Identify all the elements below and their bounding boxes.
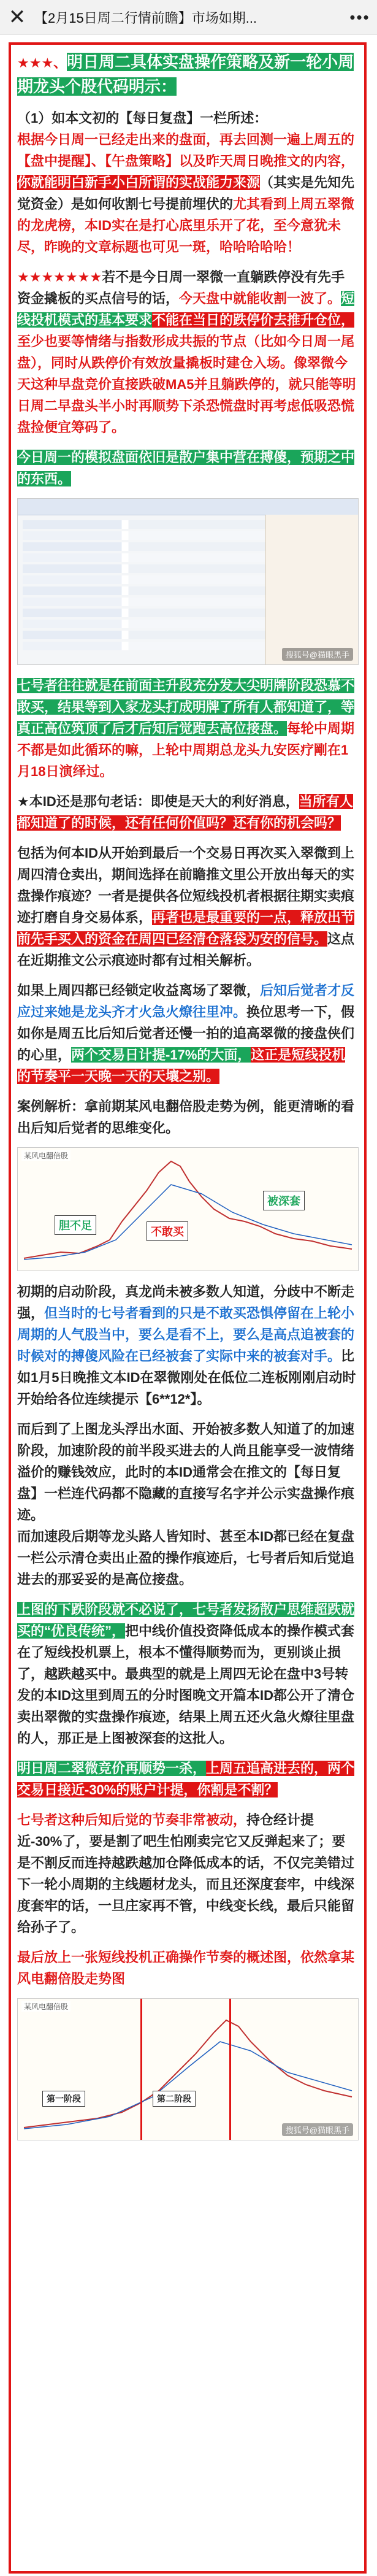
phase-divider-1 bbox=[140, 1999, 142, 2140]
p7-c: 换位思考一下，假如你是周五比后知后觉者还慢一拍的追高翠微的接盘侠们的心里， bbox=[17, 1004, 355, 1063]
more-dots-icon[interactable]: ••• bbox=[349, 7, 370, 26]
p7-b: 后知后觉者才反应过来她是龙头齐才火急火燎往里冲。 bbox=[17, 983, 355, 1020]
p12-a: 明日周二翠微竞价再顺势一杀， bbox=[17, 1761, 207, 1776]
trading-software-screenshot bbox=[17, 498, 359, 665]
ma-line bbox=[24, 2042, 352, 2129]
p2-a: ★★★★★★★ bbox=[17, 269, 102, 285]
paragraph-4 bbox=[17, 675, 357, 782]
page-title: 【2月15日周二行情前瞻】市场如期... bbox=[34, 10, 257, 26]
p11-a: 上图的下跌阶段就不必说了，七号者发扬散户思维超跌就买的“优良传统”， bbox=[17, 1602, 355, 1639]
p11-b: 把中线价值投资降低成本的操作模式套在了短线投机票上，根本不懂得顺势而为，更别谈止损了，越跌越买中。最典型的就是上周四无论在盘中3号转发的本ID这里到周五的分时图晚文开篇本ID都公开了清仓卖出翠微的实盘操作痕迹，结果上周五还火急火燎往里盘的人，那正是上图被深套的这批人。 bbox=[17, 1623, 355, 1746]
paragraph-13 bbox=[17, 1809, 357, 1938]
article-body bbox=[0, 35, 377, 2576]
image-watermark: 搜狐号@猫眼黑手 bbox=[282, 648, 353, 661]
chart-label-left: 胆不足 bbox=[55, 1215, 96, 1235]
p7-e: 这正是短线投机的节奏平一天晚一天的天壤之别。 bbox=[17, 1047, 346, 1084]
p5-a: ★本ID还是那句老话：即使是天大的利好消息， bbox=[17, 794, 299, 809]
p6-a: 包括为何本ID从开始到最后一个交易日再次买入翠微到上周四清仓卖出，期间选择在前瞻推文里公开放出每天的实盘操作痕迹？一者是提供各位短线投机者根据往期实卖痕迹打磨自身交易体系， bbox=[17, 845, 355, 925]
paragraph-10 bbox=[17, 1418, 357, 1590]
price-line bbox=[24, 2020, 352, 2128]
p13-a: 七号者这种后知后觉的节奏非常被动， bbox=[17, 1812, 247, 1828]
p5-b: 当所有人都知道了的时候，还有任何价值吗？还有你的机会吗？ bbox=[17, 794, 353, 831]
table-side-panel bbox=[265, 515, 358, 664]
close-icon[interactable]: ✕ bbox=[8, 6, 26, 29]
p7-a: 如果上周四都已经锁定收益离场了翠微， bbox=[17, 983, 261, 998]
p8-a: 案例解析：拿前期某风电翻倍股走势为例， bbox=[17, 1099, 274, 1114]
p13-b: 持仓经计提近-30%了，要是割了吧生怕刚卖完它又反弹起来了；要是不割反而连持越跌越加仓降低成本的话，不仅完美错过下一轮小周期的主线题材龙头，而且还深度套牢，中线深度套牢的话，一旦庄家再不管，中线变长线，最后只能留给孙子了。 bbox=[17, 1812, 355, 1935]
heading-text: 明日周二具体实盘操作策略及新一轮小周期龙头个股代码明示： bbox=[17, 53, 354, 96]
p4-c: 每轮中周期不都是如此循环的嘛，上轮中周期总龙头九安医疗剛在1月18日演绎过。 bbox=[17, 721, 355, 779]
p3: 今日周一的模拟盘面依旧是散户集中营在搏傻，预期之中的东西。 bbox=[17, 450, 355, 486]
p1-e: 尤其看到上周五翠微的龙虎榜，本ID实在是打心底里乐开了花，至今意犹未尽，昨晚的文章标题也可见一斑，哈哈哈哈哈！ bbox=[17, 196, 355, 255]
p2-c: 今天盘中就能收割一波了。 bbox=[179, 291, 341, 306]
paragraph-3 bbox=[17, 447, 357, 490]
chart-label-right: 被深套 bbox=[263, 1191, 305, 1210]
paragraph-1 bbox=[17, 107, 357, 258]
article-content bbox=[17, 50, 357, 2150]
paragraph-9 bbox=[17, 1281, 357, 1410]
paragraph-5 bbox=[17, 791, 357, 834]
p6-c: 这点在近期推文公示痕迹时都有过相关解析。 bbox=[17, 931, 355, 968]
candlestick-chart-2 bbox=[18, 1999, 358, 2140]
paragraph-7 bbox=[17, 980, 357, 1087]
phase-label-2: 第二阶段 bbox=[153, 2091, 196, 2107]
phase-divider-2 bbox=[229, 1999, 231, 2140]
stock-chart-image-2 bbox=[17, 1998, 359, 2140]
p4-b: 结果等到入家龙头打成明牌了所有人都知道了，等真正高位筑顶了后才后知后觉跑去高位接盘。 bbox=[17, 699, 355, 736]
p12-b: 上周五追高进去的，两个交易日接近-30%的账户计提，你割是不割？ bbox=[17, 1761, 355, 1797]
p1-c: 你就能明白新手小白所谓的实战能力来源 bbox=[17, 175, 261, 190]
p9-c: 比如1月5日晚推文本ID在翠微刚处在低位二连板刚刚启动时开始给各位连续提示【6**12*】。 bbox=[17, 1348, 356, 1407]
paragraph-12 bbox=[17, 1758, 357, 1801]
top-bar bbox=[0, 0, 377, 35]
p7-d: 两个交易日计提-17%的大面， bbox=[71, 1047, 251, 1063]
candlestick-chart-1 bbox=[18, 1148, 358, 1271]
paragraph-2 bbox=[17, 266, 357, 438]
p1-a: （1）如本文初的【每日复盘】一栏所述： bbox=[17, 110, 268, 126]
phase-label-1: 第一阶段 bbox=[42, 2091, 85, 2107]
image-watermark: 搜狐号@猫眼黑手 bbox=[282, 2123, 353, 2136]
p8-b: 能更清晰的看出后知后觉者的思维变化。 bbox=[17, 1099, 355, 1136]
p9-b: 但当时的七号者看到的只是不敢买恐惧停留在上轮小周期的人气股当中，要么是看不上，要么是高点追被套的时候对的搏傻风险在已经被套了实际中来的被套对手。 bbox=[17, 1305, 355, 1364]
p4-a: 七号者往往就是在前面主升段充分发大尖明牌阶段恐慕不敢买， bbox=[17, 678, 355, 715]
heading-stars: ★★★、 bbox=[17, 55, 67, 71]
chart-title: 某风电翻倍股 bbox=[21, 2001, 70, 2012]
chart-title: 某风电翻倍股 bbox=[21, 1150, 70, 1161]
section-heading bbox=[17, 50, 357, 99]
p14: 最后放上一张短线投机正确操作节奏的概述图，依然拿某风电翻倍股走势图 bbox=[17, 1950, 355, 1986]
stock-chart-image-1 bbox=[17, 1147, 359, 1271]
p1-d: （其实是先知先觉资金）是如何收割七号提前埋伏的 bbox=[17, 175, 355, 212]
p10-b: 而加速段后期等龙头路人皆知时、甚至本ID都已经在复盘一栏公示清仓卖出止盈的操作痕迹后，七号者后知后觉追进去的那妥妥的是高位接盘。 bbox=[17, 1529, 355, 1587]
chart-label-mid: 不敢买 bbox=[147, 1221, 188, 1241]
red-border-frame bbox=[9, 42, 367, 2574]
paragraph-14 bbox=[17, 1947, 357, 1990]
p10-a: 而后到了上图龙头浮出水面、开始被多数人知道了的加速阶段，加速阶段的前半段买进去的人尚且能享受一波情绪溢价的赚钱效应，此时的本ID通常会在推文的【每日复盘】一栏连代码都不隐藏的直接写名字并公示实盘操作痕迹。 bbox=[17, 1421, 355, 1523]
table-header bbox=[18, 499, 358, 515]
paragraph-6 bbox=[17, 842, 357, 971]
p9-a: 初期的启动阶段，真龙尚未被多数人知道，分歧中不断走强， bbox=[17, 1284, 355, 1321]
p2-d: 短线投机模式的基本要求 bbox=[17, 291, 355, 328]
paragraph-11 bbox=[17, 1599, 357, 1749]
p1-b: 根据今日周一已经走出来的盘面，再去回测一遍上周五的【盘中提醒】、【午盘策略】以及昨天周日晚推文的内容， bbox=[17, 132, 355, 169]
p2-e: 不能在当日的跌停价去推升仓位， bbox=[152, 312, 355, 328]
paragraph-8 bbox=[17, 1096, 357, 1139]
p6-b: 再者也是最重要的一点，释放出节前先手买入的资金在周四已经清仓落袋为安的信号。 bbox=[17, 910, 355, 947]
p2-b: 若不是今日周一翠微一直躺跌停没有先手资金撬板的买点信号的话， bbox=[17, 269, 345, 306]
p2-f: 至少也要等情绪与指数形成共振的节点（比如今日周一尾盘），同时从跌停价有效放量撬板时建仓入场。像翠微今天这种早盘竞价直接跌破MA5并且躺跌停的，就只能等明日周二早盘头半小时再顺势下杀恐慌盘时再考虑低吸恐慌盘捡便宜筹码了。 bbox=[17, 334, 356, 435]
